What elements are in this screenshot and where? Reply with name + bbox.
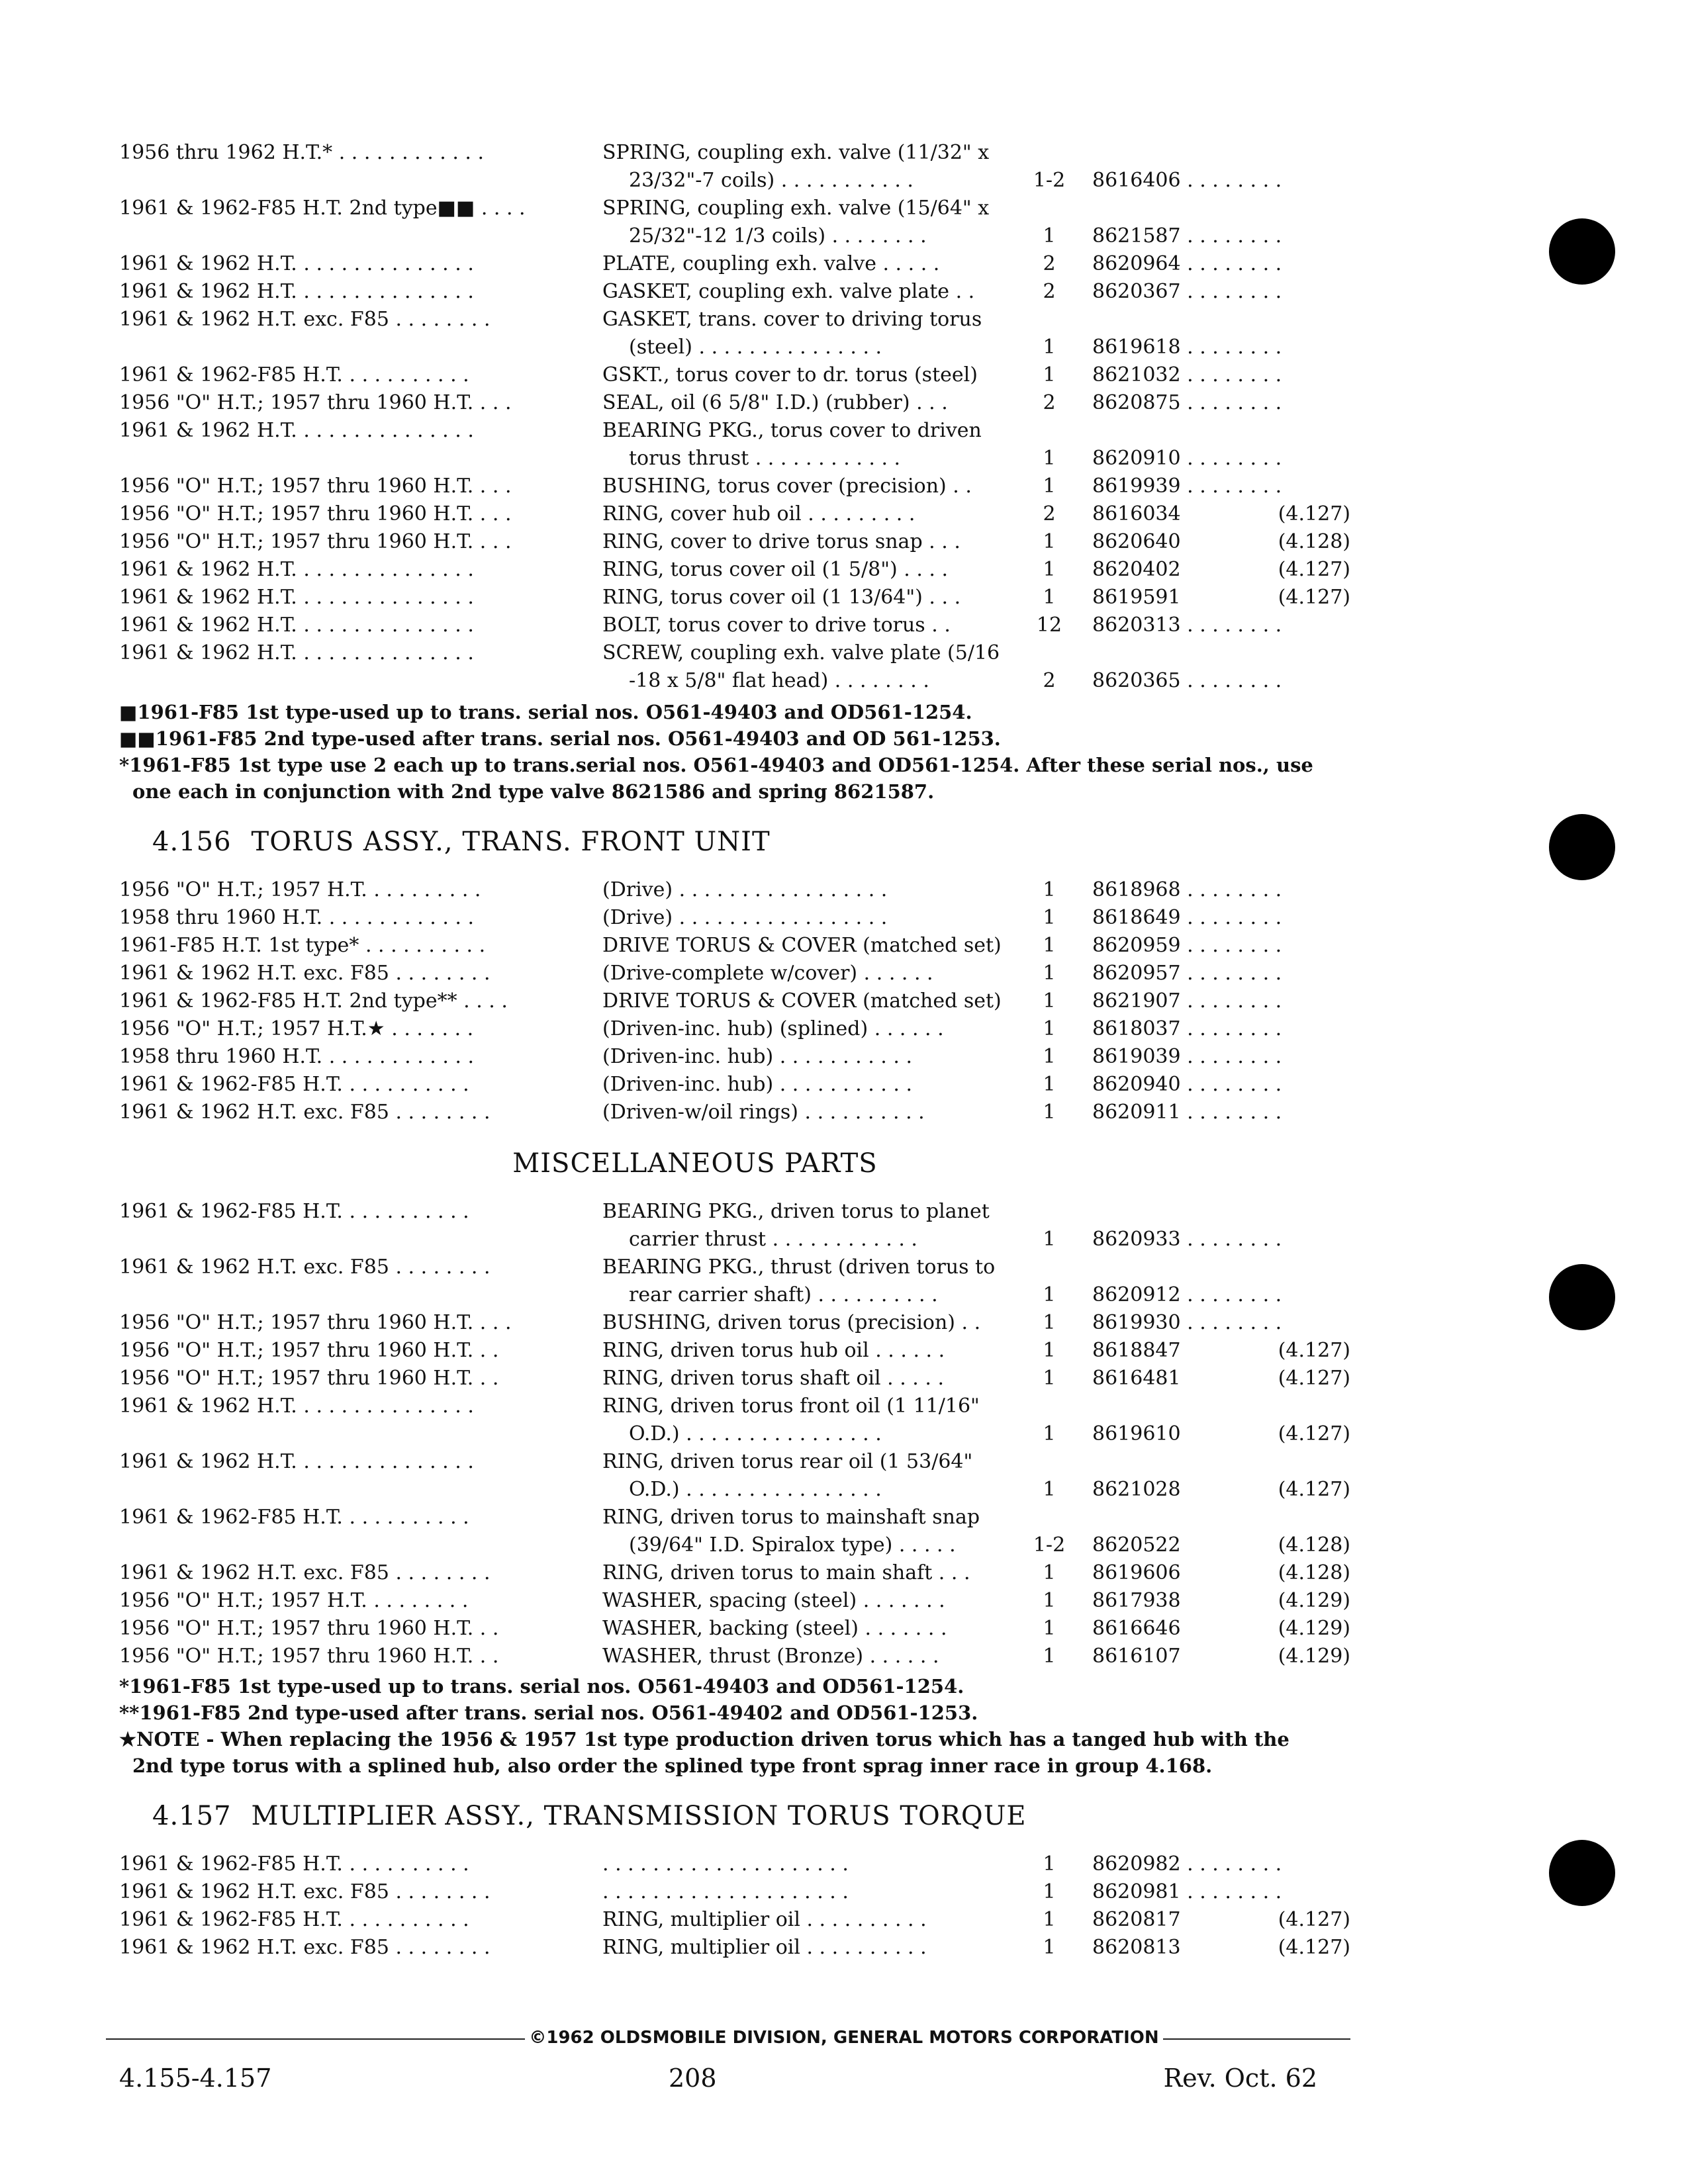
model-cell: 1956 "O" H.T.; 1957 H.T.★ . . . . . . . (119, 1017, 474, 1040)
model-cell: 1961 & 1962-F85 H.T. 2nd type■■ . . . . (119, 197, 526, 220)
description-cell: (Driven-inc. hub) . . . . . . . . . . . (602, 1073, 912, 1096)
parts-row (119, 584, 1350, 612)
description-cell: PLATE, coupling exh. valve . . . . . (602, 252, 940, 275)
reference-cell: (4.129) (1278, 1617, 1350, 1640)
model-cell: 1956 "O" H.T.; 1957 H.T. . . . . . . . . (119, 1589, 469, 1612)
description-cell: RING, torus cover oil (1 5/8") . . . . (602, 558, 948, 581)
part-number-cell: 8620817 (1092, 1908, 1181, 1931)
description-cell: RING, cover hub oil . . . . . . . . . (602, 502, 915, 525)
quantity-cell: 1 (1043, 224, 1056, 248)
parts-row (119, 222, 1350, 250)
binder-hole-3 (1549, 1264, 1615, 1330)
parts-row (119, 278, 1350, 306)
part-number-cell: 8620367 . . . . . . . . (1092, 280, 1282, 303)
description-cell: RING, driven torus front oil (1 11/16" (602, 1394, 980, 1418)
model-cell: 1961 & 1962 H.T. . . . . . . . . . . . . . . (119, 558, 474, 581)
reference-cell: (4.128) (1278, 1533, 1350, 1557)
section-4155-footnotes (119, 699, 1350, 805)
parts-row (119, 195, 1350, 222)
parts-row (119, 167, 1350, 195)
model-cell: 1956 "O" H.T.; 1957 thru 1960 H.T. . . (119, 1617, 499, 1640)
description-cell: (Driven-w/oil rings) . . . . . . . . . . (602, 1101, 925, 1124)
part-number-cell: 8619039 . . . . . . . . (1092, 1045, 1282, 1068)
parts-row (119, 1337, 1350, 1365)
quantity-cell: 1 (1043, 1478, 1056, 1501)
footnote: *1961-F85 1st type use 2 each up to trans.serial nos. O561-49403 and OD561-1254. After these serial nos., use (119, 754, 1313, 776)
part-number-cell: 8616481 (1092, 1367, 1181, 1390)
part-number-cell: 8621028 (1092, 1478, 1181, 1501)
quantity-cell: 1 (1043, 1852, 1056, 1876)
parts-row (119, 1531, 1350, 1559)
footnote: ■■1961-F85 2nd type-used after trans. serial nos. O561-49403 and OD 561-1253. (119, 727, 1001, 750)
description-cell: RING, driven torus rear oil (1 53/64" (602, 1450, 973, 1473)
description-cell: GSKT., torus cover to dr. torus (steel) (602, 363, 978, 387)
part-number-cell: 8618037 . . . . . . . . (1092, 1017, 1282, 1040)
binder-hole-4 (1549, 1840, 1615, 1906)
reference-cell: (4.127) (1278, 558, 1350, 581)
part-number-cell: 8617938 (1092, 1589, 1181, 1612)
parts-row (119, 1448, 1350, 1476)
quantity-cell: 2 (1043, 669, 1056, 692)
part-number-cell: 8620640 (1092, 530, 1181, 553)
parts-row (119, 250, 1350, 278)
footnote: 2nd type torus with a splined hub, also order the splined type front sprag inner race in group 4.168. (132, 1754, 1213, 1777)
reference-cell: (4.129) (1278, 1589, 1350, 1612)
model-cell: 1961 & 1962 H.T. . . . . . . . . . . . . . . (119, 586, 474, 609)
part-number-cell: 8620940 . . . . . . . . (1092, 1073, 1282, 1096)
description-cell: DRIVE TORUS & COVER (matched set) (602, 989, 1002, 1013)
part-number-cell: 8618847 (1092, 1339, 1181, 1362)
footnote: ■1961-F85 1st type-used up to trans. serial nos. O561-49403 and OD561-1254. (119, 701, 972, 723)
parts-row (119, 904, 1350, 932)
parts-row (119, 1392, 1350, 1420)
description-cell: (39/64" I.D. Spiralox type) . . . . . (629, 1533, 956, 1557)
quantity-cell: 1 (1043, 962, 1056, 985)
part-number-cell: 8620982 . . . . . . . . (1092, 1852, 1282, 1876)
reference-cell: (4.127) (1278, 1908, 1350, 1931)
reference-cell: (4.127) (1278, 1478, 1350, 1501)
description-cell: (Drive-complete w/cover) . . . . . . (602, 962, 933, 985)
part-number-cell: 8620813 (1092, 1936, 1181, 1959)
parts-row (119, 445, 1350, 473)
model-cell: 1956 "O" H.T.; 1957 thru 1960 H.T. . . . (119, 475, 512, 498)
description-cell: (Driven-inc. hub) (splined) . . . . . . (602, 1017, 944, 1040)
parts-row (119, 987, 1350, 1015)
parts-row (119, 389, 1350, 417)
description-cell: RING, cover to drive torus snap . . . (602, 530, 961, 553)
parts-row (119, 1615, 1350, 1643)
model-cell: 1961 & 1962 H.T. . . . . . . . . . . . . . . (119, 1450, 474, 1473)
quantity-cell: 1 (1043, 1101, 1056, 1124)
description-cell: BEARING PKG., thrust (driven torus to (602, 1255, 996, 1279)
parts-row (119, 1253, 1350, 1281)
section-4156-heading (119, 821, 1350, 863)
part-number-cell: 8616034 (1092, 502, 1181, 525)
footnote: ★NOTE - When replacing the 1956 & 1957 1st type production driven torus which has a tanged hub with the (119, 1728, 1289, 1751)
parts-row (119, 667, 1350, 695)
model-cell: 1956 thru 1962 H.T.* . . . . . . . . . . . . (119, 141, 485, 164)
model-cell: 1961 & 1962 H.T. exc. F85 . . . . . . . . (119, 308, 491, 331)
quantity-cell: 1 (1043, 878, 1056, 901)
parts-row (119, 1559, 1350, 1587)
misc-heading (119, 1142, 1350, 1185)
content (119, 139, 1350, 1962)
parts-row (119, 1365, 1350, 1392)
model-cell: 1961 & 1962-F85 H.T. 2nd type** . . . . (119, 989, 508, 1013)
footer-copyright (0, 2028, 1688, 2048)
part-number-cell: 8620957 . . . . . . . . (1092, 962, 1282, 985)
quantity-cell: 1 (1043, 1367, 1056, 1390)
reference-cell: (4.129) (1278, 1645, 1350, 1668)
description-cell: RING, torus cover oil (1 13/64") . . . (602, 586, 961, 609)
description-cell: BEARING PKG., driven torus to planet (602, 1200, 990, 1223)
part-number-cell: 8619610 (1092, 1422, 1181, 1445)
footer-section-range: 4.155-4.157 (119, 2064, 272, 2093)
model-cell: 1961 & 1962-F85 H.T. . . . . . . . . . . (119, 1200, 469, 1223)
description-cell: . . . . . . . . . . . . . . . . . . . . (602, 1852, 849, 1876)
quantity-cell: 1 (1043, 1589, 1056, 1612)
part-number-cell: 8620522 (1092, 1533, 1181, 1557)
section-4157-title: MULTIPLIER ASSY., TRANSMISSION TORUS TORQUE (251, 1801, 1027, 1831)
parts-row (119, 1587, 1350, 1615)
model-cell: 1961 & 1962-F85 H.T. . . . . . . . . . . (119, 1506, 469, 1529)
description-cell: RING, multiplier oil . . . . . . . . . . (602, 1908, 927, 1931)
section-4156-number: 4.156 (152, 827, 232, 857)
description-cell: RING, driven torus hub oil . . . . . . (602, 1339, 945, 1362)
part-number-cell: 8620875 . . . . . . . . (1092, 391, 1282, 414)
parts-row (119, 334, 1350, 361)
parts-row (119, 1643, 1350, 1670)
quantity-cell: 1 (1043, 1311, 1056, 1334)
description-cell: RING, driven torus to main shaft . . . (602, 1561, 970, 1584)
parts-row (119, 1198, 1350, 1226)
quantity-cell: 2 (1043, 391, 1056, 414)
parts-row (119, 473, 1350, 500)
model-cell: 1958 thru 1960 H.T. . . . . . . . . . . . . (119, 1045, 475, 1068)
description-cell: torus thrust . . . . . . . . . . . . (629, 447, 901, 470)
part-number-cell: 8621587 . . . . . . . . (1092, 224, 1282, 248)
quantity-cell: 1 (1043, 1073, 1056, 1096)
section-4157-parts-table (119, 1850, 1350, 1962)
model-cell: 1961 & 1962 H.T. exc. F85 . . . . . . . . (119, 1880, 491, 1903)
part-number-cell: 8619930 . . . . . . . . (1092, 1311, 1282, 1334)
part-number-cell: 8618649 . . . . . . . . (1092, 906, 1282, 929)
quantity-cell: 1 (1043, 1617, 1056, 1640)
quantity-cell: 2 (1043, 280, 1056, 303)
quantity-cell: 1 (1043, 447, 1056, 470)
section-4157-heading (119, 1795, 1350, 1837)
quantity-cell: 1 (1043, 989, 1056, 1013)
model-cell: 1961 & 1962 H.T. . . . . . . . . . . . . . . (119, 614, 474, 637)
parts-row (119, 1504, 1350, 1531)
model-cell: 1961 & 1962 H.T. exc. F85 . . . . . . . . (119, 962, 491, 985)
parts-row (119, 1878, 1350, 1906)
part-number-cell: 8618968 . . . . . . . . (1092, 878, 1282, 901)
description-cell: RING, driven torus shaft oil . . . . . (602, 1367, 944, 1390)
description-cell: (Driven-inc. hub) . . . . . . . . . . . (602, 1045, 912, 1068)
part-number-cell: 8620959 . . . . . . . . (1092, 934, 1282, 957)
binder-hole-2 (1549, 814, 1615, 880)
description-cell: GASKET, coupling exh. valve plate . . (602, 280, 975, 303)
quantity-cell: 1 (1043, 906, 1056, 929)
model-cell: 1956 "O" H.T.; 1957 thru 1960 H.T. . . (119, 1339, 499, 1362)
description-cell: (steel) . . . . . . . . . . . . . . . (629, 336, 882, 359)
parts-row (119, 1043, 1350, 1071)
model-cell: 1956 "O" H.T.; 1957 thru 1960 H.T. . . . (119, 502, 512, 525)
model-cell: 1961 & 1962 H.T. exc. F85 . . . . . . . . (119, 1255, 491, 1279)
model-cell: 1958 thru 1960 H.T. . . . . . . . . . . . . (119, 906, 475, 929)
model-cell: 1961 & 1962-F85 H.T. . . . . . . . . . . (119, 1908, 469, 1931)
page-number: 208 (669, 2064, 717, 2093)
reference-cell: (4.127) (1278, 586, 1350, 609)
quantity-cell: 1 (1043, 1017, 1056, 1040)
description-cell: SCREW, coupling exh. valve plate (5/16 (602, 641, 1000, 664)
description-cell: 23/32"-7 coils) . . . . . . . . . . . (629, 169, 914, 192)
footnote: one each in conjunction with 2nd type valve 8621586 and spring 8621587. (132, 780, 935, 803)
part-number-cell: 8620912 . . . . . . . . (1092, 1283, 1282, 1306)
reference-cell: (4.128) (1278, 530, 1350, 553)
quantity-cell: 2 (1043, 502, 1056, 525)
description-cell: (Drive) . . . . . . . . . . . . . . . . . (602, 906, 888, 929)
description-cell: (Drive) . . . . . . . . . . . . . . . . . (602, 878, 888, 901)
description-cell: WASHER, thrust (Bronze) . . . . . . (602, 1645, 939, 1668)
description-cell: O.D.) . . . . . . . . . . . . . . . . (629, 1422, 882, 1445)
parts-row (119, 1850, 1350, 1878)
misc-title: MISCELLANEOUS PARTS (512, 1148, 878, 1179)
model-cell: 1961 & 1962 H.T. . . . . . . . . . . . . . . (119, 641, 474, 664)
quantity-cell: 1 (1043, 1936, 1056, 1959)
description-cell: RING, driven torus to mainshaft snap (602, 1506, 980, 1529)
part-number-cell: 8620933 . . . . . . . . (1092, 1228, 1282, 1251)
part-number-cell: 8620910 . . . . . . . . (1092, 447, 1282, 470)
model-cell: 1956 "O" H.T.; 1957 thru 1960 H.T. . . (119, 1645, 499, 1668)
quantity-cell: 1 (1043, 1228, 1056, 1251)
footnote: **1961-F85 2nd type-used after trans. serial nos. O561-49402 and OD561-1253. (119, 1702, 978, 1724)
parts-row (119, 1226, 1350, 1253)
description-cell: carrier thrust . . . . . . . . . . . . (629, 1228, 917, 1251)
quantity-cell: 1 (1043, 1045, 1056, 1068)
quantity-cell: 1 (1043, 1645, 1056, 1668)
quantity-cell: 2 (1043, 252, 1056, 275)
quantity-cell: 12 (1036, 614, 1062, 637)
parts-row (119, 876, 1350, 904)
section-4157-number: 4.157 (152, 1801, 232, 1831)
description-cell: GASKET, trans. cover to driving torus (602, 308, 982, 331)
footnote: *1961-F85 1st type-used up to trans. serial nos. O561-49403 and OD561-1254. (119, 1675, 964, 1698)
part-number-cell: 8616107 (1092, 1645, 1181, 1668)
model-cell: 1961 & 1962 H.T. . . . . . . . . . . . . . . (119, 280, 474, 303)
model-cell: 1956 "O" H.T.; 1957 H.T. . . . . . . . . . (119, 878, 481, 901)
parts-row (119, 556, 1350, 584)
description-cell: BOLT, torus cover to drive torus . . (602, 614, 951, 637)
parts-row (119, 1015, 1350, 1043)
quantity-cell: 1 (1043, 1908, 1056, 1931)
revision-date: Rev. Oct. 62 (1163, 2064, 1317, 2093)
parts-row (119, 960, 1350, 987)
quantity-cell: 1-2 (1033, 1533, 1066, 1557)
parts-row (119, 1934, 1350, 1962)
part-number-cell: 8620402 (1092, 558, 1181, 581)
quantity-cell: 1 (1043, 586, 1056, 609)
parts-row (119, 306, 1350, 334)
parts-row (119, 528, 1350, 556)
reference-cell: (4.127) (1278, 502, 1350, 525)
description-cell: rear carrier shaft) . . . . . . . . . . (629, 1283, 938, 1306)
quantity-cell: 1 (1043, 558, 1056, 581)
part-number-cell: 8621907 . . . . . . . . (1092, 989, 1282, 1013)
parts-row (119, 139, 1350, 167)
description-cell: BUSHING, torus cover (precision) . . (602, 475, 972, 498)
reference-cell: (4.127) (1278, 1422, 1350, 1445)
model-cell: 1961 & 1962 H.T. exc. F85 . . . . . . . . (119, 1936, 491, 1959)
part-number-cell: 8620964 . . . . . . . . (1092, 252, 1282, 275)
description-cell: SPRING, coupling exh. valve (15/64" x (602, 197, 990, 220)
quantity-cell: 1 (1043, 475, 1056, 498)
part-number-cell: 8619939 . . . . . . . . (1092, 475, 1282, 498)
parts-row (119, 1906, 1350, 1934)
quantity-cell: 1 (1043, 1339, 1056, 1362)
quantity-cell: 1 (1043, 363, 1056, 387)
part-number-cell: 8621032 . . . . . . . . (1092, 363, 1282, 387)
quantity-cell: 1 (1043, 1283, 1056, 1306)
binder-hole-1 (1549, 218, 1615, 285)
quantity-cell: 1 (1043, 934, 1056, 957)
description-cell: 25/32"-12 1/3 coils) . . . . . . . . (629, 224, 927, 248)
parts-row (119, 1281, 1350, 1309)
parts-row (119, 1420, 1350, 1448)
section-4156-title: TORUS ASSY., TRANS. FRONT UNIT (251, 827, 771, 857)
quantity-cell: 1 (1043, 1561, 1056, 1584)
part-number-cell: 8619618 . . . . . . . . (1092, 336, 1282, 359)
model-cell: 1961 & 1962 H.T. . . . . . . . . . . . . . . (119, 252, 474, 275)
description-cell: O.D.) . . . . . . . . . . . . . . . . (629, 1478, 882, 1501)
description-cell: WASHER, backing (steel) . . . . . . . (602, 1617, 947, 1640)
part-number-cell: 8620911 . . . . . . . . (1092, 1101, 1282, 1124)
description-cell: BUSHING, driven torus (precision) . . (602, 1311, 981, 1334)
parts-row (119, 639, 1350, 667)
parts-row (119, 932, 1350, 960)
description-cell: DRIVE TORUS & COVER (matched set) (602, 934, 1002, 957)
parts-row (119, 1309, 1350, 1337)
description-cell: . . . . . . . . . . . . . . . . . . . . (602, 1880, 849, 1903)
description-cell: RING, multiplier oil . . . . . . . . . . (602, 1936, 927, 1959)
part-number-cell: 8619606 (1092, 1561, 1181, 1584)
quantity-cell: 1 (1043, 530, 1056, 553)
description-cell: SEAL, oil (6 5/8" I.D.) (rubber) . . . (602, 391, 948, 414)
parts-row (119, 612, 1350, 639)
part-number-cell: 8619591 (1092, 586, 1181, 609)
quantity-cell: 1-2 (1033, 169, 1066, 192)
reference-cell: (4.127) (1278, 1936, 1350, 1959)
model-cell: 1961 & 1962 H.T. exc. F85 . . . . . . . . (119, 1101, 491, 1124)
part-number-cell: 8620981 . . . . . . . . (1092, 1880, 1282, 1903)
description-cell: SPRING, coupling exh. valve (11/32" x (602, 141, 990, 164)
model-cell: 1961 & 1962 H.T. exc. F85 . . . . . . . . (119, 1561, 491, 1584)
quantity-cell: 1 (1043, 1422, 1056, 1445)
parts-row (119, 417, 1350, 445)
parts-row (119, 1071, 1350, 1099)
parts-row (119, 361, 1350, 389)
parts-row (119, 1099, 1350, 1126)
misc-parts-table (119, 1198, 1350, 1670)
misc-footnotes (119, 1673, 1350, 1779)
model-cell: 1961 & 1962-F85 H.T. . . . . . . . . . . (119, 1852, 469, 1876)
model-cell: 1956 "O" H.T.; 1957 thru 1960 H.T. . . (119, 1367, 499, 1390)
section-4156-parts-table (119, 876, 1350, 1126)
quantity-cell: 1 (1043, 1880, 1056, 1903)
model-cell: 1956 "O" H.T.; 1957 thru 1960 H.T. . . . (119, 1311, 512, 1334)
model-cell: 1961 & 1962 H.T. . . . . . . . . . . . . . . (119, 1394, 474, 1418)
copyright-text: ©1962 OLDSMOBILE DIVISION, GENERAL MOTORS CORPORATION (525, 2028, 1162, 2048)
model-cell: 1956 "O" H.T.; 1957 thru 1960 H.T. . . . (119, 530, 512, 553)
reference-cell: (4.127) (1278, 1339, 1350, 1362)
reference-cell: (4.128) (1278, 1561, 1350, 1584)
model-cell: 1961 & 1962 H.T. . . . . . . . . . . . . . . (119, 419, 474, 442)
part-number-cell: 8616406 . . . . . . . . (1092, 169, 1282, 192)
reference-cell: (4.127) (1278, 1367, 1350, 1390)
section-4155-parts-table (119, 139, 1350, 695)
model-cell: 1961 & 1962-F85 H.T. . . . . . . . . . . (119, 1073, 469, 1096)
description-cell: WASHER, spacing (steel) . . . . . . . (602, 1589, 945, 1612)
description-cell: BEARING PKG., torus cover to driven (602, 419, 982, 442)
model-cell: 1961-F85 H.T. 1st type* . . . . . . . . . . (119, 934, 486, 957)
part-number-cell: 8620365 . . . . . . . . (1092, 669, 1282, 692)
quantity-cell: 1 (1043, 336, 1056, 359)
parts-row (119, 1476, 1350, 1504)
model-cell: 1956 "O" H.T.; 1957 thru 1960 H.T. . . . (119, 391, 512, 414)
parts-row (119, 500, 1350, 528)
part-number-cell: 8620313 . . . . . . . . (1092, 614, 1282, 637)
description-cell: -18 x 5/8" flat head) . . . . . . . . (629, 669, 929, 692)
model-cell: 1961 & 1962-F85 H.T. . . . . . . . . . . (119, 363, 469, 387)
part-number-cell: 8616646 (1092, 1617, 1181, 1640)
